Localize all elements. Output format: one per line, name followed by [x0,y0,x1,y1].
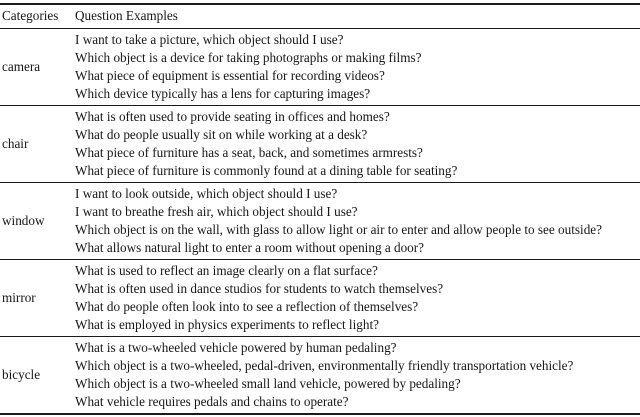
question-line: Which object is on the wall, with glass to allow light or air to enter and allow people to see outside? [75,222,603,237]
questions-cell [75,29,640,106]
questions-cell [75,260,640,337]
question-line: Which object is a two-wheeled small land vehicle, powered by pedaling? [75,376,461,391]
question-line: Which device typically has a lens for capturing images? [75,86,371,101]
question-line: What is a two-wheeled vehicle powered by human pedaling? [75,340,397,355]
table-row [0,337,640,415]
question-line: What piece of furniture has a seat, back, and sometimes armrests? [75,145,423,160]
table-body [0,29,640,415]
column-header-question-examples: Question Examples [75,4,640,29]
question-line: What do people often look into to see a reflection of themselves? [75,299,419,314]
category-cell: window [2,213,45,228]
question-line: What is often used in dance studios for students to watch themselves? [75,281,444,296]
question-line: What piece of furniture is commonly found at a dining table for seating? [75,163,458,178]
question-line: What is employed in physics experiments to reflect light? [75,317,379,332]
column-header-categories: Categories [0,4,75,29]
question-line: What vehicle requires pedals and chains to operate? [75,394,349,409]
table-row [0,29,640,106]
category-cell: mirror [2,290,36,305]
question-examples-table [0,3,640,415]
question-line: What is often used to provide seating in offices and homes? [75,109,390,124]
table-row [0,260,640,337]
category-cell: chair [2,136,29,151]
questions-cell [75,337,640,415]
table-row [0,106,640,183]
question-line: What allows natural light to enter a room without opening a door? [75,240,425,255]
questions-cell [75,106,640,183]
question-line: Which object is a device for taking photographs or making films? [75,50,422,65]
category-cell: camera [2,59,41,74]
category-cell: bicycle [2,367,41,382]
question-line: What is used to reflect an image clearly on a flat surface? [75,263,378,278]
question-line: What do people usually sit on while working at a desk? [75,127,368,142]
question-line: I want to look outside, which object should I use? [75,186,338,201]
question-line: What piece of equipment is essential for recording videos? [75,68,385,83]
question-line: Which object is a two-wheeled, pedal-driven, environmentally friendly transportation vehicle? [75,358,574,373]
question-line: I want to take a picture, which object should I use? [75,32,344,47]
questions-cell [75,183,640,260]
question-line: I want to breathe fresh air, which object should I use? [75,204,358,219]
header-row [0,4,640,29]
table-row [0,183,640,260]
